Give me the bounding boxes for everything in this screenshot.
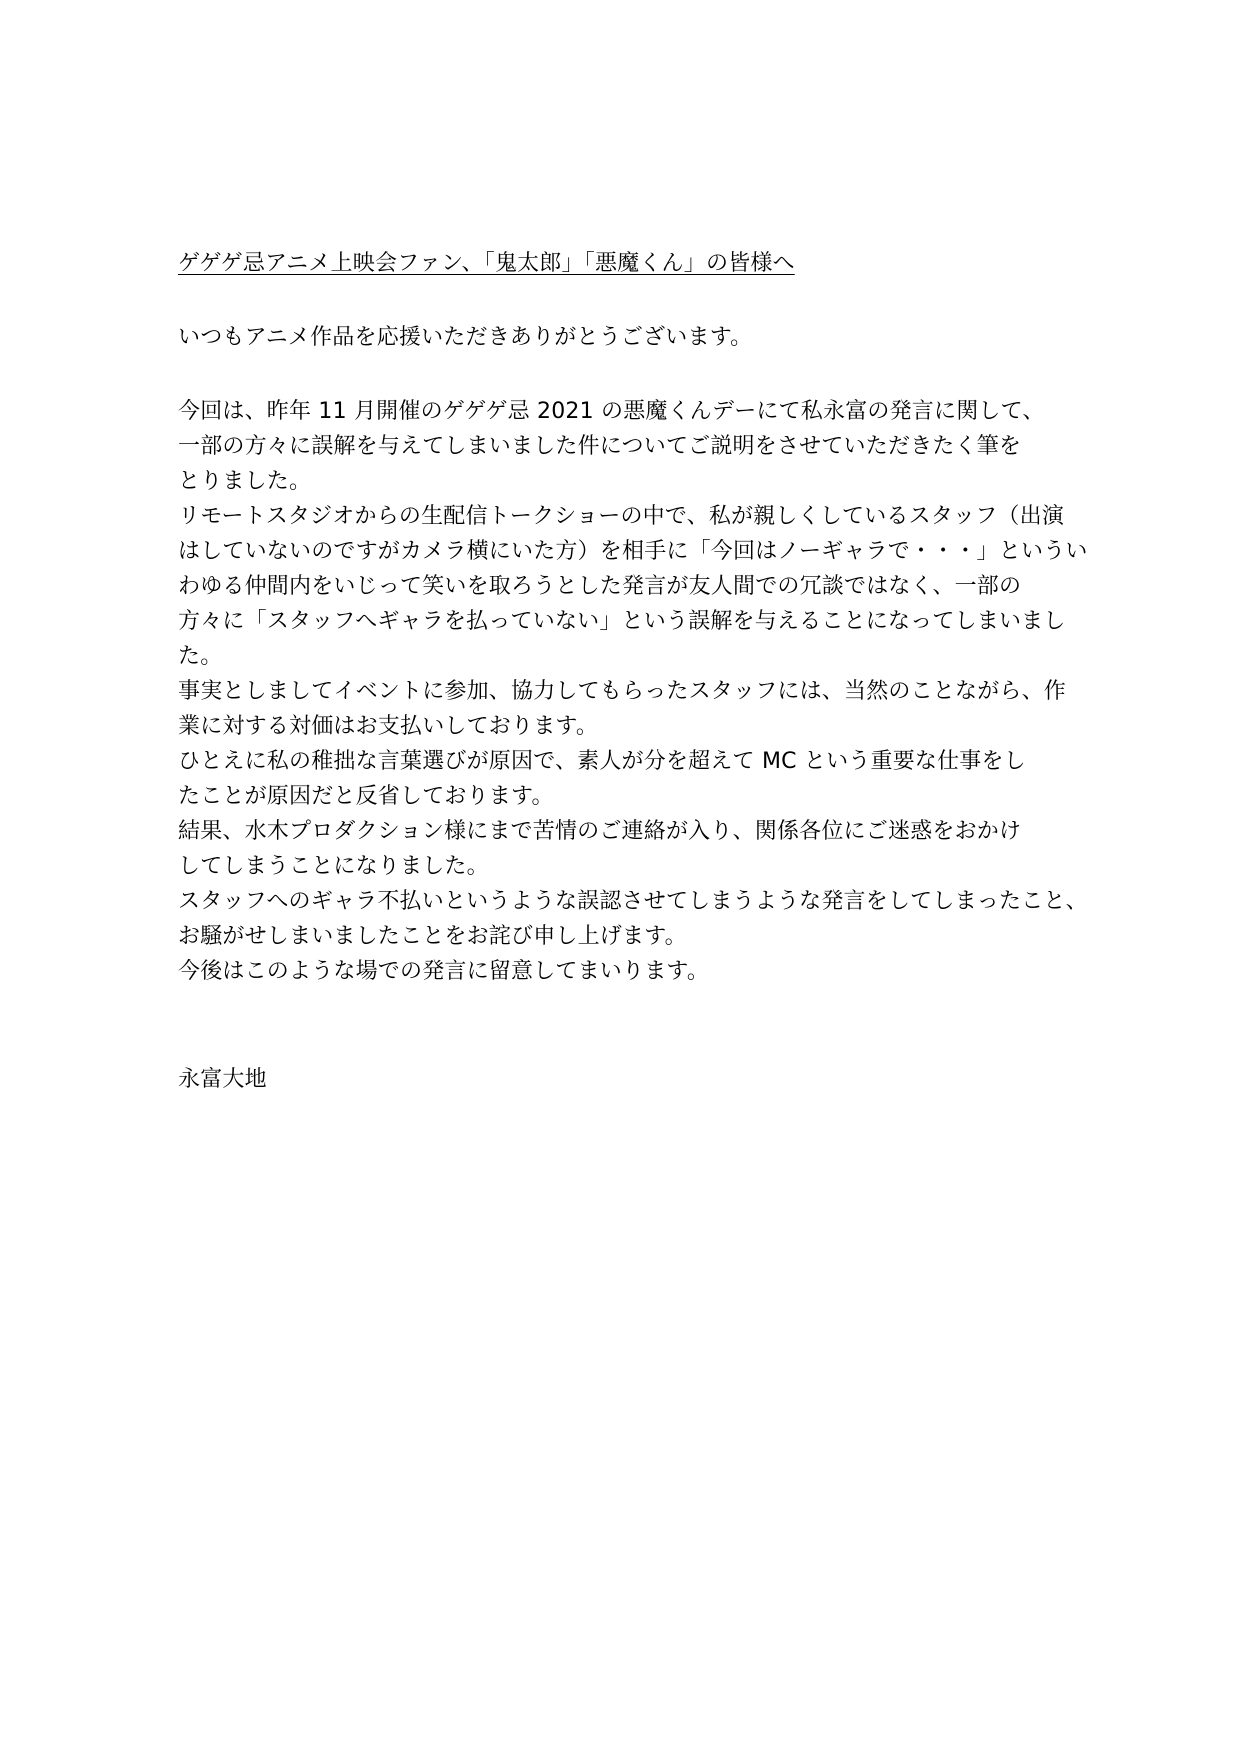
body-line: 方々に「スタッフへギャラを払っていない」という誤解を与えることになってしまいまし	[178, 609, 1066, 634]
body-line: 今後はこのような場での発言に留意してまいります。	[178, 959, 710, 984]
body-line: 事実としましてイベントに参加、協力してもらったスタッフには、当然のことながら、作	[178, 679, 1067, 704]
body-line: お騒がせしまいましたことをお詫び申し上げます。	[178, 924, 687, 949]
body-line: してしまうことになりました。	[178, 854, 489, 879]
greeting-line: いつもアニメ作品を応援いただきありがとうございます。	[178, 325, 753, 350]
body-line: た。	[178, 644, 223, 669]
signature: 永富大地	[178, 1067, 267, 1092]
body-line: リモートスタジオからの生配信トークショーの中で、私が親しくしているスタッフ（出演	[178, 504, 1065, 529]
body-line: とりました。	[178, 469, 312, 494]
body-line: はしていないのですがカメラ横にいた方）を相手に「今回はノーギャラで・・・」というい	[178, 539, 1088, 564]
body-line: 結果、水木プロダクション様にまで苦情のご連絡が入り、関係各位にご迷惑をおかけ	[178, 819, 1022, 844]
body-line: ひとえに私の稚拙な言葉選びが原因で、素人が分を超えて MC という重要な仕事をし	[178, 749, 1026, 774]
body-line: たことが原因だと反省しております。	[178, 784, 554, 809]
body-line: 業に対する対価はお支払いしております。	[178, 714, 599, 739]
body-line: 今回は、昨年 11 月開催のゲゲゲ忌 2021 の悪魔くんデーにて私永富の発言に関して、	[178, 399, 1045, 424]
letter-heading: ゲゲゲ忌アニメ上映会ファン、「鬼太郎」「悪魔くん」の皆様へ	[178, 251, 795, 276]
body-line: スタッフへのギャラ不払いというような誤認させてしまうような発言をしてしまったこと、	[178, 889, 1088, 914]
body-line: わゆる仲間内をいじって笑いを取ろうとした発言が友人間での冗談ではなく、一部の	[178, 574, 1022, 599]
body-line: 一部の方々に誤解を与えてしまいました件についてご説明をさせていただきたく筆を	[178, 434, 1022, 459]
